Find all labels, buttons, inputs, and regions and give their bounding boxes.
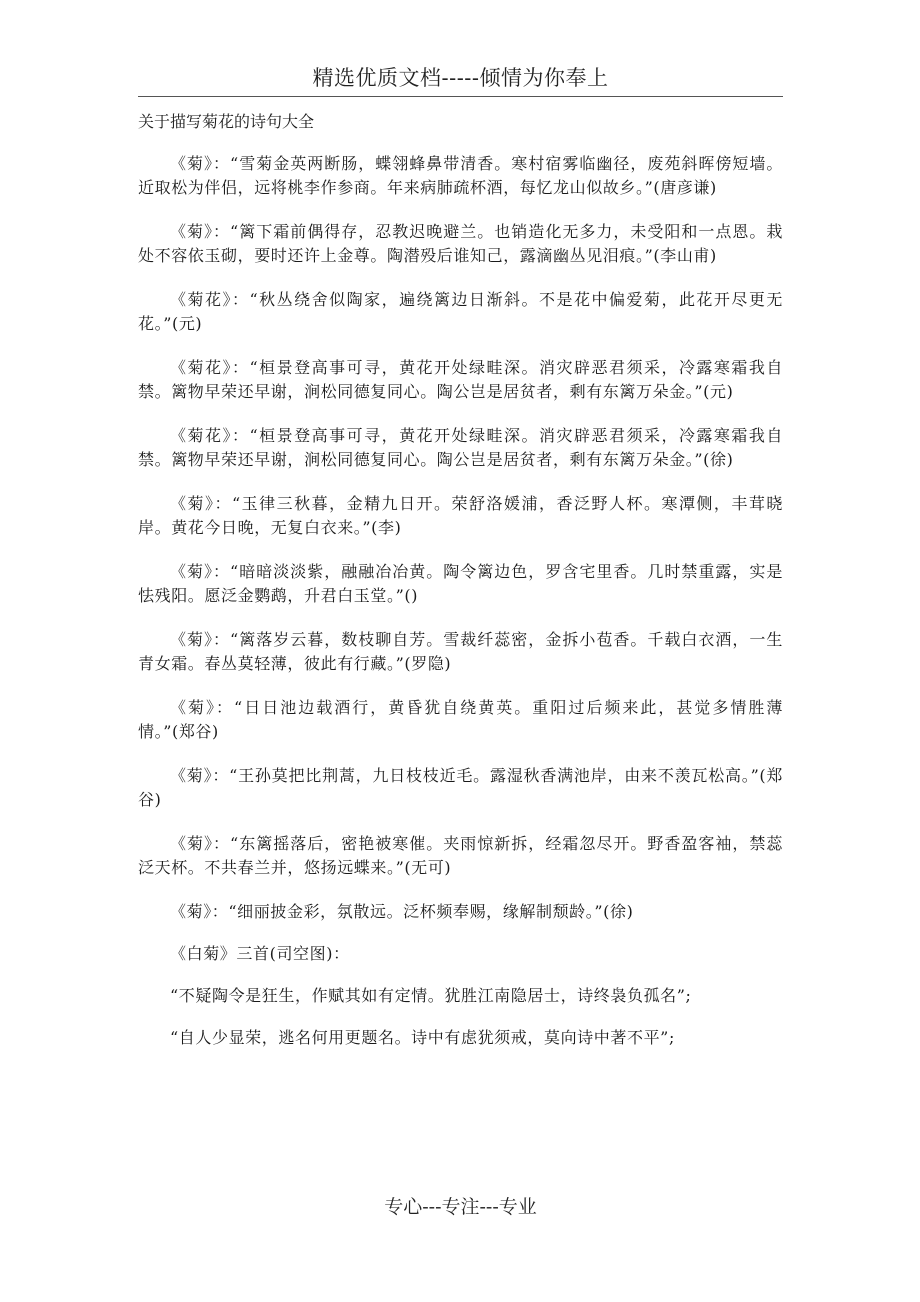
poem-paragraph: 《菊》：“篱下霜前偶得存，忍教迟晚避兰。也销造化无多力，未受阳和一点恩。栽处不容依玉砌，要时还许上金尊。陶潜殁后谁知己，露滴幽丛见泪痕。”(李山甫) <box>138 222 783 265</box>
header-divider <box>138 96 783 97</box>
poem-paragraph: 《菊》：“王孙莫把比荆蒿，九日枝枝近毛。露湿秋香满池岸，由来不羡瓦松高。”(郑谷) <box>138 766 783 809</box>
poem-paragraph: 《菊》：“细丽披金彩，氛散远。泛杯频奉赐，缘解制颓龄。”(徐) <box>170 902 634 921</box>
poem-paragraph: “自人少显荣，逃名何用更题名。诗中有虑犹须戒，莫向诗中著不平”; <box>170 1028 675 1047</box>
poem-paragraph: 《菊花》：“秋丛绕舍似陶家，遍绕篱边日渐斜。不是花中偏爱菊，此花开尽更无花。”(元) <box>138 290 783 333</box>
poem-paragraph: 《菊》：“篱落岁云暮，数枝聊自芳。雪裁纤蕊密，金拆小苞香。千载白衣酒，一生青女霜。春丛莫轻薄，彼此有行藏。”(罗隐) <box>138 630 783 673</box>
poem-paragraph: 《菊》：“暗暗淡淡紫，融融冶冶黄。陶令篱边色，罗含宅里香。几时禁重露，实是怯残阳。愿泛金鹦鹉，升君白玉堂。”() <box>138 562 783 605</box>
poem-paragraph: “不疑陶令是狂生，作赋其如有定情。犹胜江南隐居士，诗终袅负孤名”; <box>170 986 692 1005</box>
poem-paragraph: 《菊》：“玉律三秋暮，金精九日开。荣舒洛媛浦，香泛野人杯。寒潭侧，丰茸晓岸。黄花今日晚，无复白衣来。”(李) <box>138 494 783 537</box>
poem-paragraph: 《菊花》：“桓景登高事可寻，黄花开处绿畦深。消灾辟恶君须采，冷露寒霜我自禁。篱物早荣还早谢，涧松同德复同心。陶公岂是居贫者，剩有东篱万朵金。”(元) <box>138 358 783 401</box>
poem-paragraph: 《菊》：“日日池边载酒行，黄昏犹自绕黄英。重阳过后频来此，甚觉多情胜薄情。”(郑谷) <box>138 698 783 741</box>
page-header: 精选优质文档-----倾情为你奉上 <box>312 66 609 90</box>
page-footer: 专心---专注---专业 <box>384 1196 537 1218</box>
section-heading: 《白菊》三首(司空图)： <box>170 944 350 963</box>
document-body <box>138 110 783 1068</box>
poem-paragraph: 《菊》：“东篱摇落后，密艳被寒催。夹雨惊新拆，经霜忽尽开。野香盈客袖，禁蕊泛天杯。不共春兰并，悠扬远蝶来。”(无可) <box>138 834 783 877</box>
poem-paragraph: 《菊》：“雪菊金英两断肠，蝶翎蜂鼻带清香。寒村宿雾临幽径，废苑斜晖傍短墙。近取松为伴侣，远将桃李作参商。年来病肺疏杯酒，每忆龙山似故乡。”(唐彦谦) <box>138 154 783 197</box>
poem-paragraph: 《菊花》：“桓景登高事可寻，黄花开处绿畦深。消灾辟恶君须采，冷露寒霜我自禁。篱物早荣还早谢，涧松同德复同心。陶公岂是居贫者，剩有东篱万朵金。”(徐) <box>138 426 783 469</box>
document-title: 关于描写菊花的诗句大全 <box>138 112 315 131</box>
